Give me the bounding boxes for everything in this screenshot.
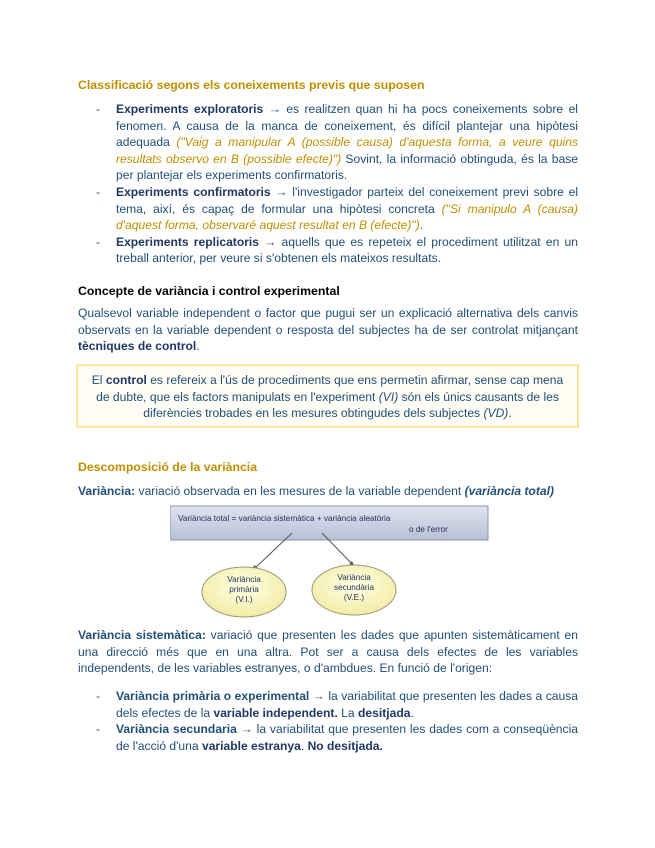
variance-definition: Variància: variació observada en les mesures de la variable dependent (variància total)	[78, 484, 554, 498]
svg-text:(V.E.): (V.E.)	[343, 593, 365, 602]
heading-variance-control: Concepte de variància i control experimental	[78, 284, 340, 298]
svg-text:Variància: Variància	[227, 575, 261, 584]
list-item-replicatory: - Experiments replicatoris → aquells que es repeteix el procediment utilitzat en un treball anterior, per veure si s'obtenen els mateixos resultats.	[96, 234, 578, 266]
svg-text:secundària: secundària	[333, 583, 375, 592]
control-paragraph: Qualsevol variable independent o factor que pugui ser un explicació alternativa dels canvis observats en la variable dependent o resposta del subjectes ha de ser controlat mitjançant tècniques de control.	[78, 306, 578, 354]
list-item-primary-variance: - Variància primària o experimental → la variabilitat que presenten les dades a causa dels efectes de la variable independent. La desitjada.	[96, 689, 578, 720]
list-item-secondary-variance: - Variància secundaria → la variabilitat que presenten les dades com a conseqüència de l'acció d'una variable estranya. No desitjada.	[96, 722, 578, 753]
heading-classification: Classificació segons els coneixements previs que suposen	[78, 78, 425, 92]
svg-text:Variància: Variància	[337, 573, 371, 582]
experiment-types-list	[78, 101, 578, 267]
list-item-exploratory: - Experiments exploratoris → es realitzen quan hi ha pocs coneixements sobre el fenomen. A causa de la manca de coneixement, és difícil plantejar una hipòtesi adequada ("Vaig a manipular A (possible causa) d'aquesta forma, a veure quins resultats observo en B (possible efecte)") Sovint, la informació obtinguda, és la base per plantejar els experiments confirmatoris.	[96, 102, 579, 183]
systematic-variance-paragraph: Variància sistemàtica: variació que presenten les dades que apunten sistemàticament en una direcció més que en una altra. Pot ser a causa dels efectes de les variables independents, de les variables estranyes, o d'ambdues. En funció de l'origen:	[78, 628, 579, 676]
heading-variance-decomposition: Descomposició de la variància	[78, 460, 258, 474]
variance-types-list	[78, 688, 578, 754]
control-definition-box: El control es refereix a l'ús de procediments que ens permetin afirmar, sense cap mena de dubte, que els factors manipulats en l'experiment (VI) són els únics causants de les diferències trobades en les mesures obtingudes dels subjectes (VD).	[76, 364, 579, 428]
variance-diagram	[170, 505, 490, 620]
svg-text:(V.I.): (V.I.)	[235, 595, 253, 604]
svg-text:primària: primària	[229, 585, 259, 594]
formula-text-line2: o de l'error	[409, 525, 448, 534]
formula-box	[170, 506, 488, 540]
formula-text-line1: Variància total = variància sistemàtica + variància aleatòria	[178, 514, 391, 523]
list-item-confirmatory: - Experiments confirmatoris → l'investigador parteix del coneixement previ sobre el tema, així, és capaç de formular una hipòtesi concreta ("Si manipulo A (causa) d'aquest forma, observaré aquest resultat en B (efecte)").	[96, 184, 579, 233]
